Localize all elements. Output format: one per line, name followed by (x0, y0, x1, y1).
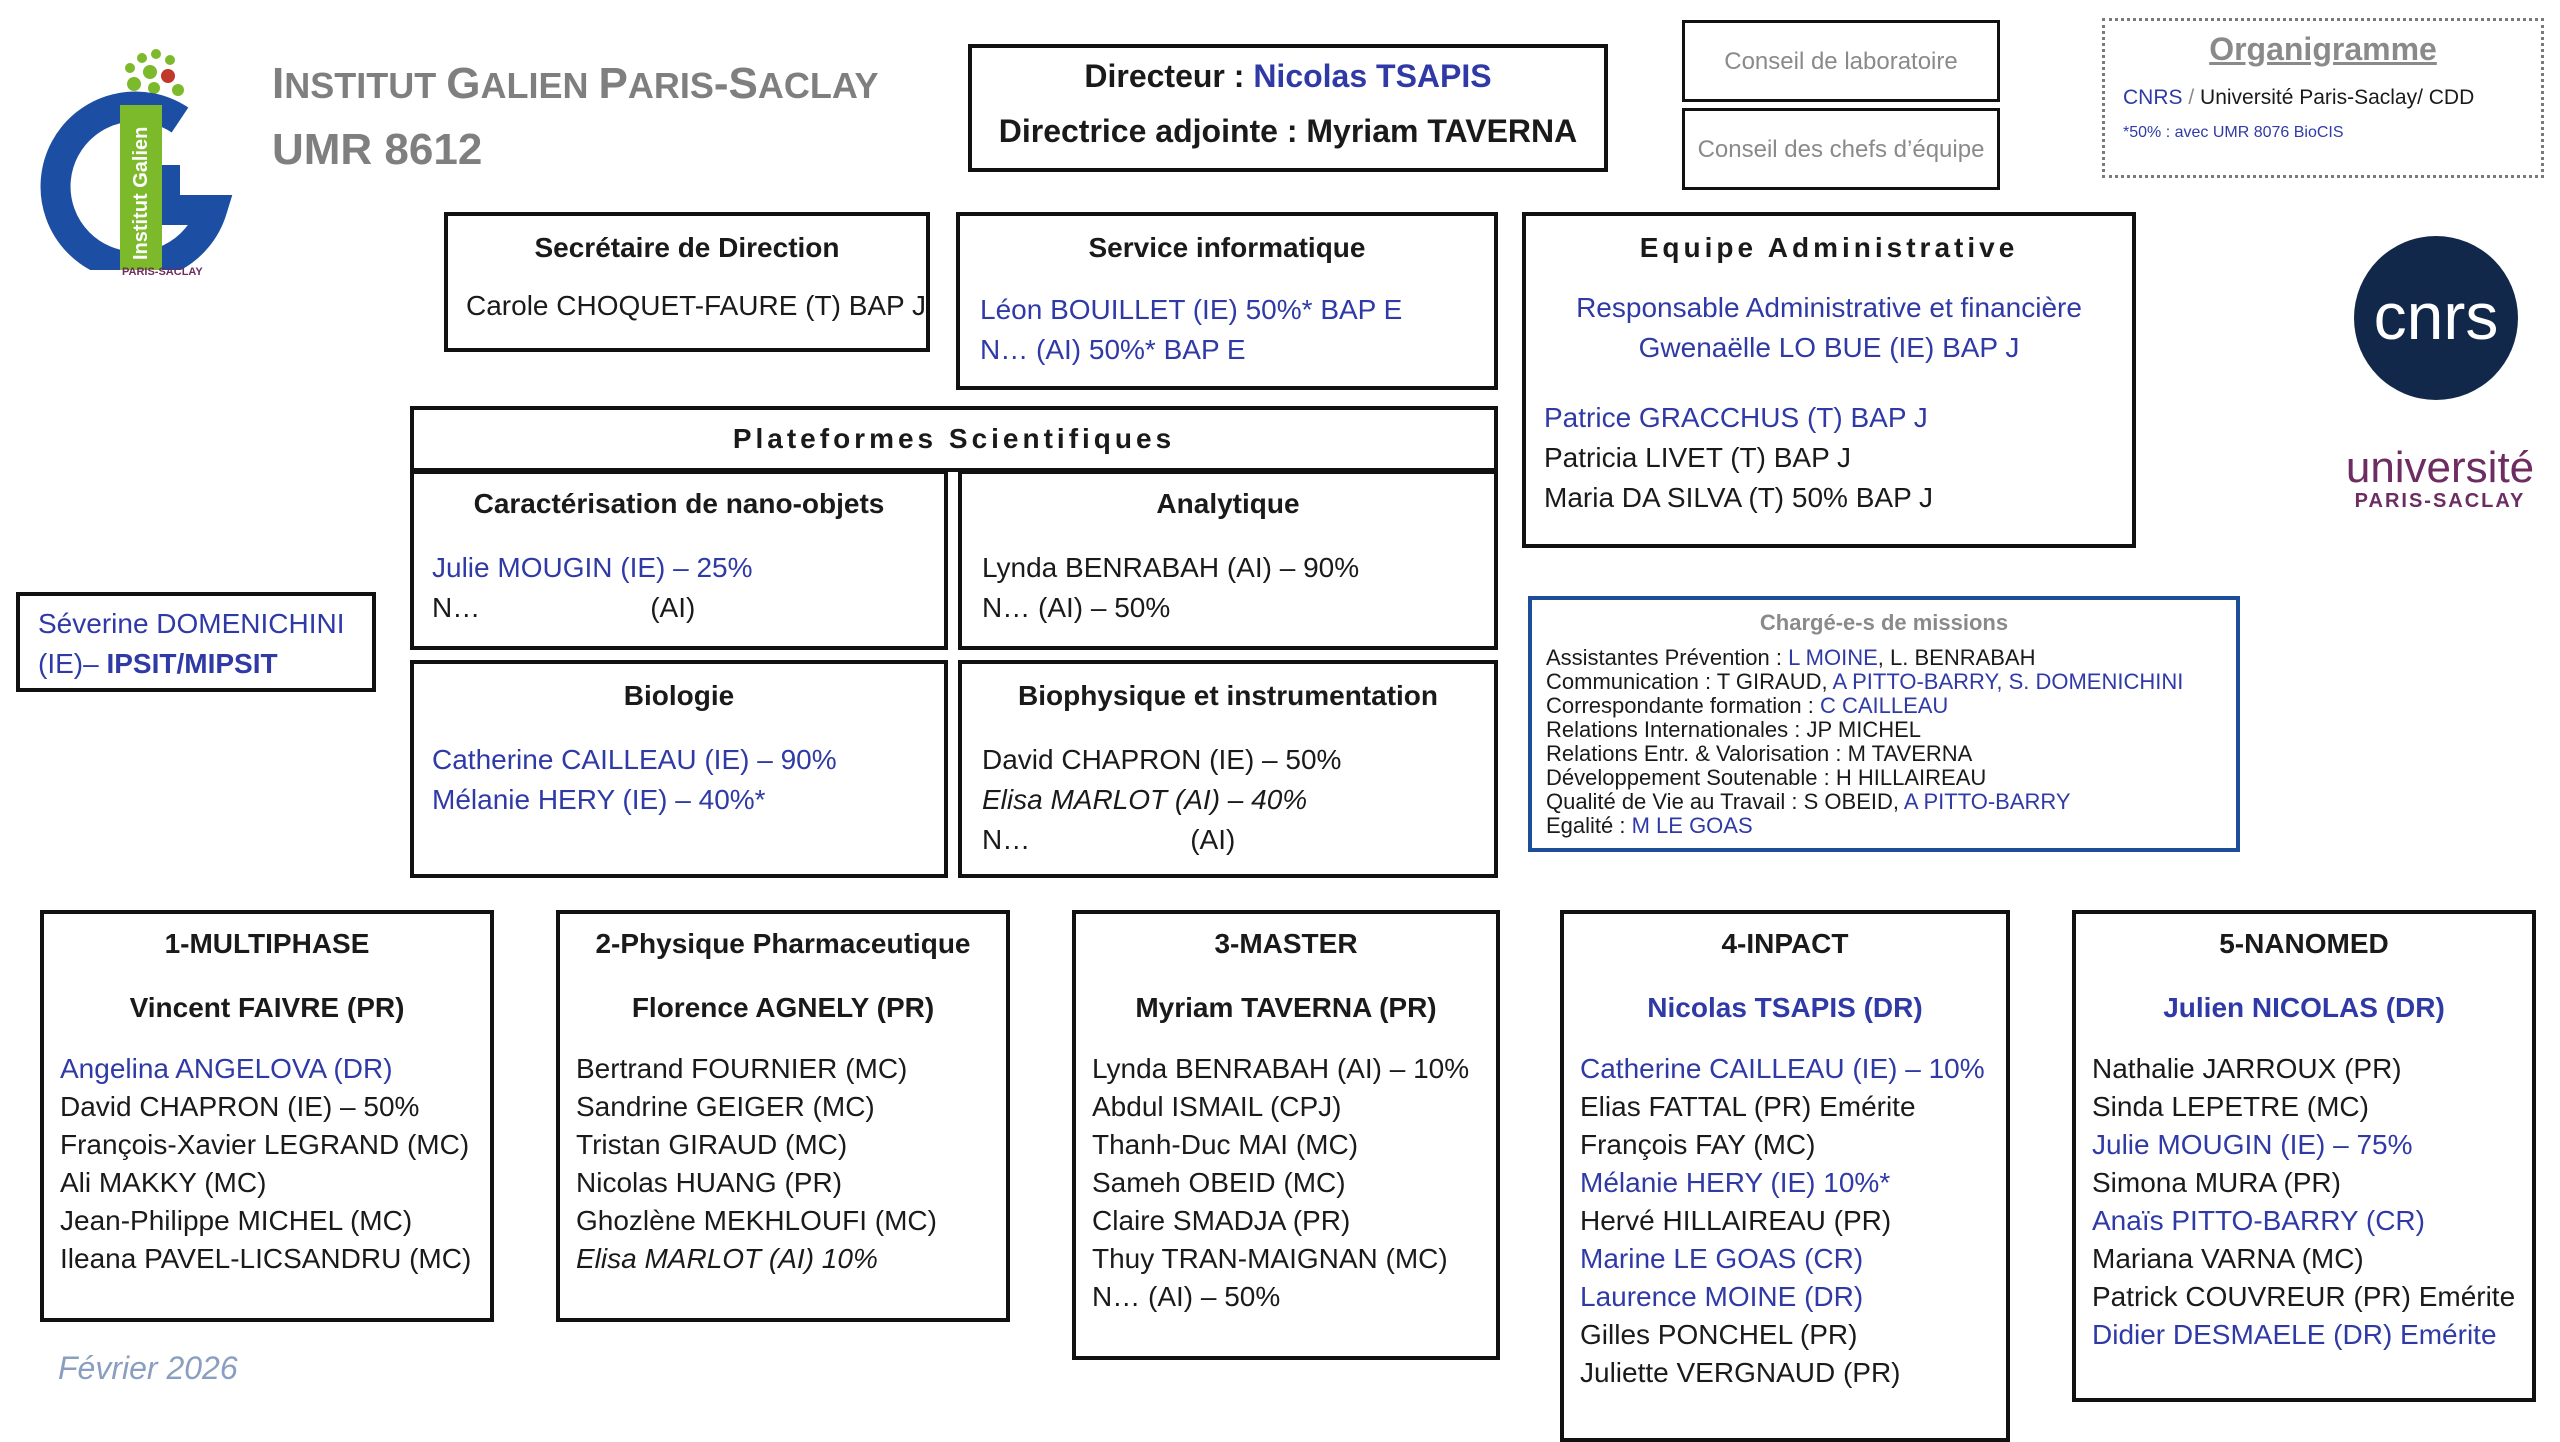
team-member: Thuy TRAN-MAIGNAN (MC) (1092, 1243, 1448, 1274)
institute-umr: UMR 8612 (272, 125, 483, 174)
team-member: Ali MAKKY (MC) (60, 1167, 267, 1198)
platform-bio-box (410, 660, 948, 878)
logo-subtext: PARIS-SACLAY (122, 266, 203, 278)
team-heads-council-box (1682, 108, 2000, 190)
admin-member: Patrice GRACCHUS (T) BAP J (1544, 402, 1928, 433)
platform-member: N… (AI) (432, 592, 696, 623)
it-service-box (956, 212, 1498, 390)
lab-council-label: Conseil de laboratoire (1724, 48, 1958, 75)
team-member: Mélanie HERY (IE) 10%* (1580, 1167, 1891, 1198)
universite-paris-saclay-logo (2320, 443, 2560, 513)
team-box (1560, 910, 2010, 1442)
platform-nano-box (410, 470, 948, 650)
mission-line: Egalité : M LE GOAS (1546, 813, 1753, 838)
cnrs-logo (2354, 236, 2518, 400)
team-member: Catherine CAILLEAU (IE) – 10% (1580, 1053, 1985, 1084)
team-member: Thanh-Duc MAI (MC) (1092, 1129, 1359, 1160)
team-members (1092, 1050, 1496, 1316)
deputy-line: Directrice adjointe : Myriam TAVERNA (998, 113, 1578, 149)
org-legend-box (2102, 18, 2544, 178)
platform-nano-title: Caractérisation de nano-objets (473, 488, 885, 519)
team-member: Nathalie JARROUX (PR) (2092, 1053, 2402, 1084)
team-member: Sinda LEPETRE (MC) (2092, 1091, 2369, 1122)
team-member: Tristan GIRAUD (MC) (576, 1129, 848, 1160)
team-member: François-Xavier LEGRAND (MC) (60, 1129, 470, 1160)
secretary-box (444, 212, 930, 352)
it-member: N… (AI) 50%* BAP E (980, 334, 1246, 365)
platforms-header (410, 406, 1498, 472)
platform-member: Julie MOUGIN (IE) – 25% (432, 552, 753, 583)
team-leader: Nicolas TSAPIS (DR) (1647, 992, 1923, 1023)
org-legend-note: *50% : avec UMR 8076 BioCIS (2123, 124, 2344, 141)
team-title: 4-INPACT (1721, 928, 1849, 959)
team-member: Bertrand FOURNIER (MC) (576, 1053, 908, 1084)
it-member: Léon BOUILLET (IE) 50%* BAP E (980, 294, 1403, 325)
univ-logo-line1: université (2345, 443, 2535, 492)
team-members (1580, 1050, 2006, 1392)
admin-resp-name: Gwenaëlle LO BUE (IE) BAP J (1638, 332, 2020, 363)
admin-member: Patricia LIVET (T) BAP J (1544, 442, 1852, 473)
missions-box (1528, 596, 2240, 852)
platform-member: Elisa MARLOT (AI) – 40% (982, 784, 1308, 815)
team-member: Elias FATTAL (PR) Emérite (1580, 1091, 1916, 1122)
team-members (60, 1050, 490, 1278)
platform-biophys-box (958, 660, 1498, 878)
secretary-title: Secrétaire de Direction (534, 232, 840, 263)
team-member: Jean-Philippe MICHEL (MC) (60, 1205, 413, 1236)
director-line: Directeur : Nicolas TSAPIS (1084, 58, 1492, 94)
team-title: 2-Physique Pharmaceutique (595, 928, 971, 959)
team-members (2092, 1050, 2532, 1354)
secretary-name: Carole CHOQUET-FAURE (T) BAP J (466, 290, 927, 321)
org-legend-affiliations: CNRS / Université Paris-Saclay/ CDD (2123, 86, 2475, 109)
missions-title: Chargé-e-s de missions (1759, 610, 2009, 635)
team-leader: Vincent FAIVRE (PR) (129, 992, 405, 1023)
admin-member: Maria DA SILVA (T) 50% BAP J (1544, 482, 1934, 513)
team-member: Marine LE GOAS (CR) (1580, 1243, 1864, 1274)
mission-line: Assistantes Prévention : L MOINE, L. BENRABAH (1546, 645, 2036, 670)
platform-member: N… (AI) (982, 824, 1236, 855)
team-member: Ghozlène MEKHLOUFI (MC) (576, 1205, 937, 1236)
platform-bio-title: Biologie (623, 680, 735, 711)
admin-team-title: Equipe Administrative (1639, 232, 2019, 263)
team-leader: Julien NICOLAS (DR) (2163, 992, 2445, 1023)
cnrs-logo-text: cnrs (2373, 279, 2499, 353)
direction-box (968, 44, 1608, 172)
team-member: Patrick COUVREUR (PR) Emérite (2092, 1281, 2516, 1312)
team-member: Anaïs PITTO-BARRY (CR) (2092, 1205, 2425, 1236)
team-member: Laurence MOINE (DR) (1580, 1281, 1864, 1312)
team-member: Sameh OBEID (MC) (1092, 1167, 1346, 1198)
mission-line: Qualité de Vie au Travail : S OBEID, A PITTO-BARRY (1546, 789, 2071, 814)
team-box (556, 910, 1010, 1322)
team-member: Julie MOUGIN (IE) – 75% (2092, 1129, 2413, 1160)
mission-line: Communication : T GIRAUD, A PITTO-BARRY, S. DOMENICHINI (1546, 669, 2184, 694)
platforms-title: Plateformes Scientifiques (732, 423, 1176, 454)
team-member: Juliette VERGNAUD (PR) (1580, 1357, 1901, 1388)
team-member: Hervé HILLAIREAU (PR) (1580, 1205, 1892, 1236)
team-title: 1-MULTIPHASE (164, 928, 370, 959)
admin-resp-title: Responsable Administrative et financière (1576, 292, 2082, 323)
logo-text: Institut Galien (130, 126, 152, 260)
team-member: Sandrine GEIGER (MC) (576, 1091, 875, 1122)
institut-galien-logo (30, 30, 250, 278)
team-title: 5-NANOMED (2219, 928, 2389, 959)
platform-analytic-box (958, 470, 1498, 650)
date-label: Février 2026 (58, 1350, 238, 1386)
team-member: Simona MURA (PR) (2092, 1167, 2341, 1198)
team-member: Angelina ANGELOVA (DR) (60, 1053, 393, 1084)
platform-analytic-title: Analytique (1156, 488, 1300, 519)
team-leader: Myriam TAVERNA (PR) (1135, 992, 1437, 1023)
team-member: Ileana PAVEL-LICSANDRU (MC) (60, 1243, 472, 1274)
team-leader: Florence AGNELY (PR) (631, 992, 935, 1023)
mission-line: Relations Internationales : JP MICHEL (1546, 717, 1922, 742)
institute-title (272, 52, 879, 182)
univ-logo-line2: PARIS-SACLAY (2354, 490, 2526, 512)
ipsit-box (16, 592, 376, 692)
admin-team-box (1522, 212, 2136, 548)
team-member: N… (AI) – 50% (1092, 1281, 1281, 1312)
team-member: Gilles PONCHEL (PR) (1580, 1319, 1858, 1350)
platform-member: Catherine CAILLEAU (IE) – 90% (432, 744, 837, 775)
platform-member: N… (AI) – 50% (982, 592, 1171, 623)
missions-list (1546, 646, 2236, 838)
team-box (2072, 910, 2536, 1402)
institute-name: INSTITUT GALIEN PARIS-SACLAY (272, 59, 879, 108)
it-service-title: Service informatique (1088, 232, 1366, 263)
team-member: François FAY (MC) (1580, 1129, 1816, 1160)
ipsit-name: Séverine DOMENICHINI (38, 608, 345, 639)
team-heads-council-label: Conseil des chefs d’équipe (1697, 136, 1985, 163)
team-member: Mariana VARNA (MC) (2092, 1243, 2364, 1274)
ipsit-role: (IE)– IPSIT/MIPSIT (38, 648, 278, 679)
team-member: Lynda BENRABAH (AI) – 10% (1092, 1053, 1470, 1084)
platform-member: Mélanie HERY (IE) – 40%* (432, 784, 766, 815)
platform-member: David CHAPRON (IE) – 50% (982, 744, 1342, 775)
mission-line: Relations Entr. & Valorisation : M TAVERNA (1546, 741, 1973, 766)
team-box (1072, 910, 1500, 1360)
team-box (40, 910, 494, 1322)
team-member: Didier DESMAELE (DR) Emérite (2092, 1319, 2497, 1350)
team-title: 3-MASTER (1214, 928, 1358, 959)
team-members (576, 1050, 1006, 1278)
lab-council-box (1682, 20, 2000, 102)
org-legend-title: Organigramme (2209, 31, 2437, 67)
team-member: Abdul ISMAIL (CPJ) (1092, 1091, 1342, 1122)
team-member: Elisa MARLOT (AI) 10% (576, 1243, 878, 1274)
team-member: David CHAPRON (IE) – 50% (60, 1091, 420, 1122)
platform-biophys-title: Biophysique et instrumentation (1017, 680, 1439, 711)
platform-member: Lynda BENRABAH (AI) – 90% (982, 552, 1360, 583)
team-member: Claire SMADJA (PR) (1092, 1205, 1351, 1236)
mission-line: Correspondante formation : C CAILLEAU (1546, 693, 1949, 718)
mission-line: Développement Soutenable : H HILLAIREAU (1546, 765, 1987, 790)
team-member: Nicolas HUANG (PR) (576, 1167, 843, 1198)
